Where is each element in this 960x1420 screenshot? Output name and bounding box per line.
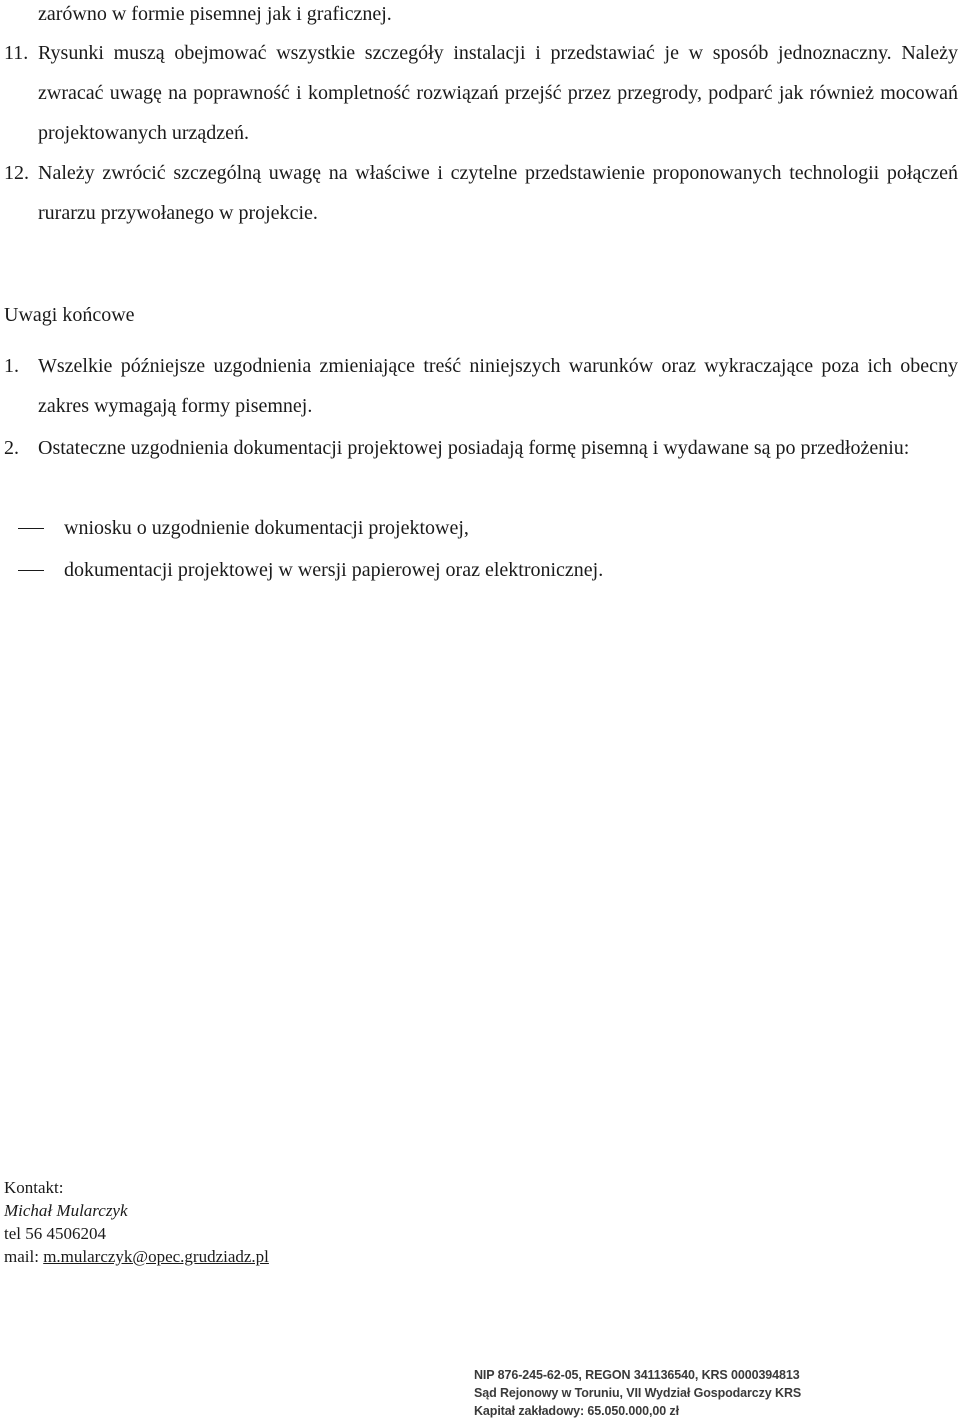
contact-block bbox=[4, 1176, 269, 1268]
list-item-11 bbox=[4, 33, 958, 153]
dash-list-item bbox=[18, 550, 603, 590]
footer-line-nip: NIP 876-245-62-05, REGON 341136540, KRS 0000394813 bbox=[474, 1368, 800, 1382]
company-footer bbox=[474, 1366, 801, 1420]
footer-line-capital: Kapitał zakładowy: 65.050.000,00 zł bbox=[474, 1404, 679, 1418]
list-item-text: Należy zwrócić szczególną uwagę na właściwe i czytelne przedstawienie proponowanych technologii połączeń rurarzu przywołanego w projekcie. bbox=[38, 162, 958, 224]
contact-mail-link[interactable]: m.mularczyk@opec.grudziadz.pl bbox=[43, 1247, 269, 1266]
final-item-1 bbox=[4, 346, 958, 426]
dash-list-item bbox=[18, 508, 469, 548]
list-item-number: 2. bbox=[4, 437, 19, 459]
final-item-2 bbox=[4, 428, 958, 468]
list-item-text: Wszelkie późniejsze uzgodnienia zmieniające treść niniejszych warunków oraz wykraczające poza ich obecny zakres wymagają formy pisemnej. bbox=[38, 355, 958, 417]
paragraph-continuation: zarówno w formie pisemnej jak i graficznej. bbox=[38, 3, 392, 25]
contact-mail-line bbox=[4, 1245, 269, 1268]
dash-list-item-text: dokumentacji projektowej w wersji papierowej oraz elektronicznej. bbox=[64, 559, 604, 581]
list-item-text: Rysunki muszą obejmować wszystkie szczegóły instalacji i przedstawiać je w sposób jednoznaczny. Należy zwracać uwagę na poprawność i kompletność rozwiązań przejść przez przegrody, podparć jak również mocowań projektowanych urządzeń. bbox=[38, 42, 958, 144]
list-item-text: Ostateczne uzgodnienia dokumentacji projektowej posiadają formę pisemną i wydawane są po przedłożeniu: bbox=[38, 437, 910, 459]
dash-bullet-icon bbox=[18, 528, 44, 529]
section-heading: Uwagi końcowe bbox=[4, 304, 135, 326]
list-item-number: 1. bbox=[4, 355, 19, 377]
list-item-number: 11. bbox=[4, 42, 29, 64]
contact-mail-label: mail: bbox=[4, 1247, 44, 1266]
list-item-12 bbox=[4, 153, 958, 233]
contact-label: Kontakt: bbox=[4, 1178, 64, 1197]
contact-name: Michał Mularczyk bbox=[4, 1201, 128, 1220]
list-item-number: 12. bbox=[4, 162, 29, 184]
dash-bullet-icon bbox=[18, 570, 44, 571]
footer-line-court: Sąd Rejonowy w Toruniu, VII Wydział Gospodarczy KRS bbox=[474, 1386, 802, 1400]
contact-phone: tel 56 4506204 bbox=[4, 1224, 106, 1243]
dash-list-item-text: wniosku o uzgodnienie dokumentacji projektowej, bbox=[64, 517, 469, 539]
